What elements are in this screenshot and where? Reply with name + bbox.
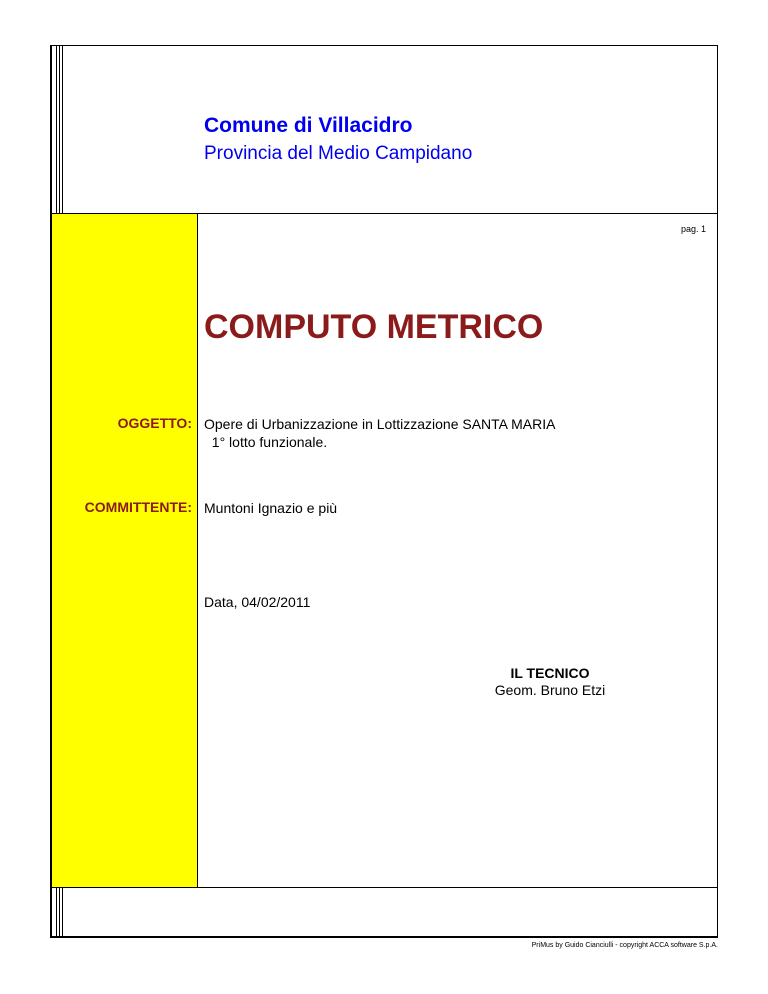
subject-label: OGGETTO: bbox=[117, 415, 192, 431]
technician-name: Geom. Bruno Etzi bbox=[494, 682, 606, 698]
municipality-title: Comune di Villacidro bbox=[204, 114, 413, 137]
client-value: Muntoni Ignazio e più bbox=[204, 500, 338, 516]
date-line: Data, 04/02/2011 bbox=[204, 594, 311, 610]
page-number: pag. 1 bbox=[680, 224, 706, 234]
client-label: COMMITTENTE: bbox=[84, 499, 192, 515]
sidebar-band bbox=[52, 214, 197, 887]
frame-divider-bottom bbox=[50, 887, 718, 888]
frame-bottom-border bbox=[50, 936, 718, 938]
frame-right-border bbox=[717, 45, 718, 937]
technician-role: IL TECNICO bbox=[510, 665, 590, 681]
sidebar-band-border bbox=[197, 214, 198, 887]
frame-top-border bbox=[50, 45, 718, 46]
subject-line-2: 1° lotto funzionale. bbox=[204, 434, 328, 450]
subject-line-1: Opere di Urbanizzazione in Lottizzazione SANTA MARIA bbox=[204, 416, 556, 432]
document-title: COMPUTO METRICO bbox=[204, 308, 544, 346]
province-subtitle: Provincia del Medio Campidano bbox=[204, 143, 473, 164]
software-copyright: PriMus by Guido Cianciulli - copyright ACCA software S.p.A. bbox=[531, 942, 718, 949]
subject-value bbox=[204, 415, 555, 451]
